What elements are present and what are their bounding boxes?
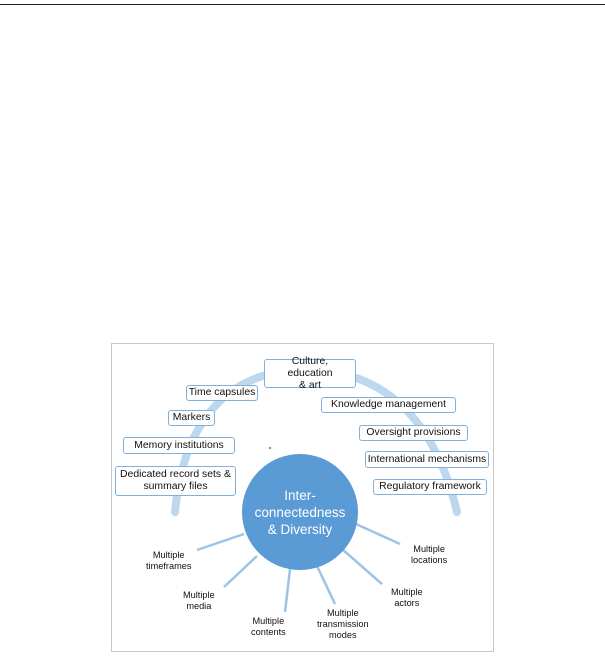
spoke-label-media: Multiple media: [183, 590, 215, 611]
box-oversight-provisions: Oversight provisions: [359, 425, 468, 441]
spoke-label-contents: Multiple contents: [251, 616, 286, 637]
box-knowledge-management: Knowledge management: [321, 397, 456, 413]
hub-label: Inter- connectedness & Diversity: [254, 487, 346, 537]
box-international-mechanisms: International mechanisms: [365, 451, 489, 468]
spoke-line-transmission: [317, 566, 335, 604]
spoke-line-media: [224, 556, 257, 587]
speck-dot: [269, 447, 271, 449]
spoke-line-actors: [342, 549, 382, 584]
spoke-label-transmission: Multiple transmission modes: [317, 608, 369, 640]
spoke-line-locations: [356, 524, 400, 544]
spoke-label-locations: Multiple locations: [411, 544, 448, 565]
box-markers: Markers: [168, 410, 215, 426]
page-top-rule: [0, 4, 605, 5]
box-regulatory-framework: Regulatory framework: [373, 479, 487, 495]
box-memory-institutions: Memory institutions: [123, 437, 235, 454]
hub-circle: [242, 454, 358, 570]
box-culture-education-art: Culture, education & art: [264, 359, 356, 388]
spoke-label-actors: Multiple actors: [391, 587, 423, 608]
box-time-capsules: Time capsules: [186, 385, 258, 401]
box-dedicated-record-sets: Dedicated record sets & summary files: [115, 466, 236, 496]
spoke-line-timeframes: [197, 534, 244, 550]
spoke-label-timeframes: Multiple timeframes: [146, 550, 192, 571]
diagram-figure: [111, 343, 494, 652]
spoke-line-contents: [285, 569, 290, 612]
